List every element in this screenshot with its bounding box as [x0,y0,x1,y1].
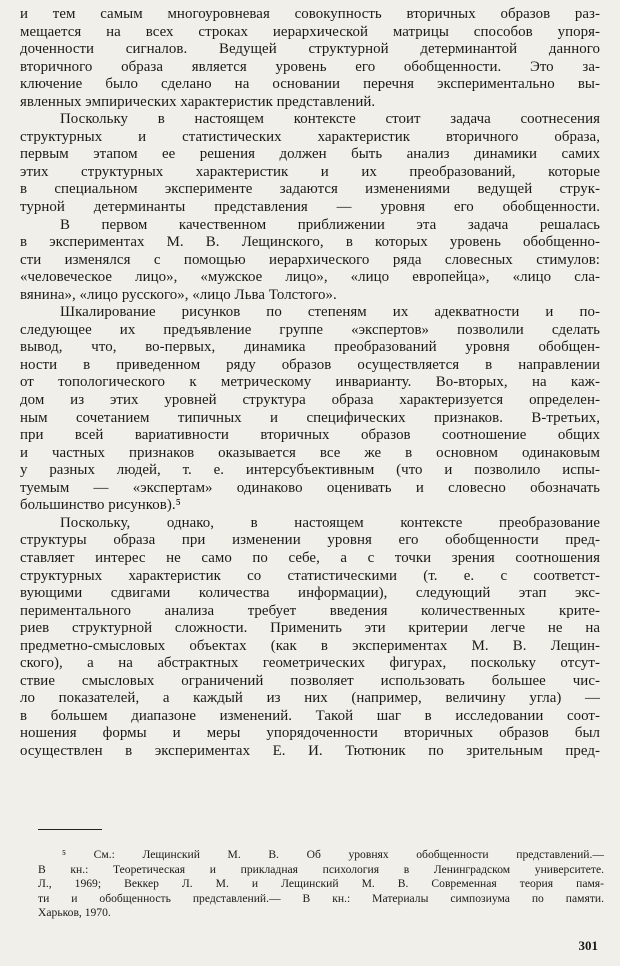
text-line: в специальном эксперименте задаются изменениями ведущей струк- [20,181,600,198]
text-line: В кн.: Теоретическая и прикладная психология в Ленинградском университете. [38,862,604,876]
text-line: структурных характеристик со статистическими (т. е. с соответст- [20,567,600,584]
text-line: от топологического к метрическому инварианту. Во-вторых, на каж- [20,374,600,391]
text-line: ставляет интерес не само по себе, а с точки зрения соотношения [20,549,600,566]
text-line: большинство рисунков).⁵ [20,497,181,514]
text-line: ным сочетанием типичных и специфических признаков. В-третьих, [20,409,600,426]
footnote-divider [38,829,102,830]
text-line: туемым — «экспертам» одинаково оценивать и словесно обозначать [20,479,600,496]
text-line: Поскольку, однако, в настоящем контексте преобразование [60,514,600,531]
text-line: ⁵ См.: Лещинский М. В. Об уровнях обобщенности представлений.— [62,848,604,861]
text-line: структурных и статистических характеристик вторичного образа, [20,128,600,145]
text-line: Шкалирование рисунков по степеням их адекватности и по- [60,304,600,321]
text-line: дом из этих уровней структура образа характеризуется определен- [20,392,600,409]
text-line: ношения формы и меры упорядоченности вторичных образов был [20,725,600,742]
main-text [20,6,600,761]
text-line: риев структурной сложности. Применить эти критерии легче не на [20,620,600,637]
text-line: ствие смысловых ограничений позволяет использовать большее чис- [20,672,600,689]
text-line: у разных людей, т. е. интерсубъективным (что и позволило испы- [20,462,600,479]
text-line: в большем диапазоне изменений. Такой шаг в исследовании соот- [20,707,600,724]
text-line: и частных признаков оказывается все же в основном одинаковым [20,444,600,461]
text-line: этих структурных характеристик и их преобразований, которые [20,163,600,180]
text-line: вующими сдвигами количества информации), следующий этап экс- [20,585,600,602]
text-line: ло показателей, а каждый из них (например, величину угла) — [20,690,600,707]
text-line: ключение было сделано на основании перечня экспериментально вы- [20,76,600,93]
text-line: периментального анализа требует введения количественных крите- [20,602,600,619]
text-line: осуществлен в экспериментах Е. И. Тютюник по зрительным пред- [20,742,600,759]
text-line: Поскольку в настоящем контексте стоит задача соотнесения [60,111,600,128]
text-line: ти и обобщенность представлений.— В кн.: Материалы симпозиума по памяти. [38,891,604,905]
text-line: вторичного образа является уровень его обобщенности. Это за- [20,58,600,75]
text-line: явленных эмпирических характеристик представлений. [20,93,376,110]
text-line: турной детерминанты представления — уровня его обобщенности. [20,199,600,216]
text-line: ского), а на абстрактных геометрических фигурах, поскольку отсут- [20,655,600,672]
text-line: ности в приведенном ряду образов осуществляется в направлении [20,356,600,373]
text-line: в экспериментах М. В. Лещинского, в которых уровень обобщенно- [20,234,600,251]
text-line: доченности сигналов. Ведущей структурной детерминантой данного [20,41,600,58]
text-line: следующее их предъявление группе «экспертов» позволили сделать [20,321,600,338]
text-line: первым этапом ее решения должен быть анализ динамики самих [20,146,600,163]
text-line: мещается на всех строках иерархической матрицы способов упоря- [20,23,600,40]
text-line: предметно-смысловых объектах (как в экспериментах М. В. Лещин- [20,637,600,654]
text-line: структуры образа при изменении уровня его обобщенности пред- [20,532,600,549]
footnote [38,848,604,921]
text-line: Харьков, 1970. [38,906,111,919]
text-line: В первом качественном приближении эта задача решалась [60,216,600,233]
page-number: 301 [578,938,598,953]
text-line: Л., 1969; Веккер Л. М. и Лещинский М. В. Современная теория памя- [38,877,604,890]
text-line: вянина», «лицо русского», «лицо Льва Толстого». [20,286,337,303]
text-line: и тем самым многоуровневая совокупность вторичных образов раз- [20,6,600,22]
text-line: при всей вариативности вторичных образов соотношение общих [20,427,600,444]
text-line: сти изменялся с помощью иерархического ряда словесных стимулов: [20,251,600,268]
text-line: «человеческое лицо», «мужское лицо», «лицо европейца», «лицо сла- [20,269,600,286]
text-line: вывод, что, во-первых, динамика преобразований уровня обобщен- [20,339,600,356]
